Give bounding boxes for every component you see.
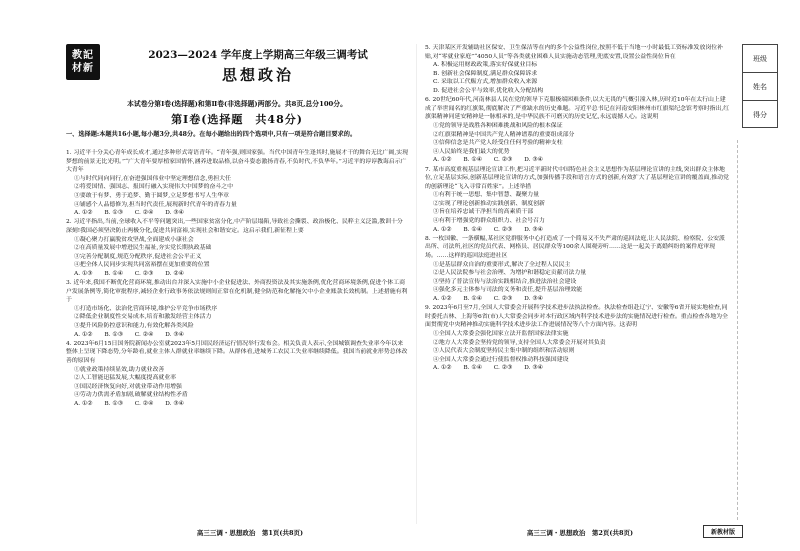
question-stem: 5. 天津某区开发辅助社区保安、卫生保洁等在内的多个公益性岗位,按照不低于当地一小时最低工资标准发放岗位补贴,对“零就业家庭”“4050人员”等各类就业困难人员实施动态管理,兜底安置,设置公益性岗位旨在	[425, 45, 724, 60]
question-option: ③坚持了普法宣传与法治实践相结合,推进法治社会建设	[433, 278, 577, 285]
question-option: ①就业政策持续显效,助力就业改善	[74, 366, 165, 373]
question-option: ③要敢于有梦、勇于追梦、勤于圆梦,立足梦想书写人生华章	[74, 192, 230, 199]
question-option: ③完善分配制度,规范分配秩序,促进社会公平正义	[74, 253, 202, 260]
logo-line-1: 教記	[72, 50, 94, 61]
question-option: ②地方人大常委会坚持党的领导,支持全国人大常委会开展对其负责	[433, 339, 606, 346]
question-stem: 6. 20世纪60年代,河南林县人民在党的领导下克服极端困难条件,以大无畏的气概引潼入林,历时近10年在太行山上建成了举世闻名的红旗渠,彻底解决了严重缺水的历史难题。习近平总书记在河南安阳林州市红旗渠纪念馆考察时指出,红旗渠精神同延安精神是一脉相承的,是中华民族不可磨灭的历史记忆,永远震撼人心。这说明	[425, 97, 730, 121]
question-option: ②在高质量发展中增进民生福祉,夯实党长期执政基础	[74, 245, 212, 252]
answer-choices: A. ①② B. ①④ C. ②③ D. ③④	[433, 365, 543, 372]
answer-choices: A. ①② B. ①④ C. ②③ D. ③④	[433, 296, 543, 302]
question-option: ④有利于增强党的群众组织力、社会号召力	[433, 218, 545, 225]
student-info-box	[742, 44, 778, 128]
question	[425, 166, 730, 235]
answer-choices: A. ①② B. ①④ C. ②③ D. ③④	[433, 157, 543, 164]
question-option: ①党的领导是战胜各种困难挑战和风险的根本保证	[433, 122, 563, 129]
question-option: ①打造市场化、法治化营商环境,维护公平竞争市场秩序	[74, 305, 218, 312]
footer-page-2: 高三三调・思想政治 第2页(共8页)	[526, 529, 634, 537]
question-option: ④强化多元主体参与司法的义务和责任,提升基层治理效能	[433, 287, 583, 294]
question-option: ③国民经济恢复向好,对就业带动作用增强	[74, 383, 182, 390]
answer-choices: A. ①② B. ①③ C. ②④ D. ③④	[74, 210, 184, 217]
question-option: ②红旗渠精神是中国共产党人精神谱系的重要组成部分	[433, 131, 575, 138]
question-option: ②实现了理论创新推动实践创新、制度创新	[433, 200, 545, 207]
question-stem: 1. 习近平十分关心青年成长成才,通过多种形式寄语青年。“青年强,则国家强。当代中国青年生逢其时,施展才干的舞台无比广阔,实现梦想的前景无比光明。”“广大青年要厚植家国情怀,涵养进取品格,以奋斗姿态激扬青春,不负时代,不负华年。”习近平的谆谆教诲启示广大青年	[66, 150, 408, 174]
logo-line-2: 材新	[72, 63, 94, 74]
section-title: 第Ⅰ卷(选择题 共48分)	[171, 113, 303, 126]
question-option: D. 促进社会公平与效率,优化收入分配结构	[433, 87, 544, 94]
question-stem: 7. 某市高度重视基层理论宣讲工作,把习近平新时代中国特色社会主义思想作为基层理论宣讲的主线,突出群众主体地位,立足基层实际,创新基层理论宣讲的方式,加强传播手段和语言方式的创新,有效扩大了基层理论宣讲的覆盖面,推动党的创新理论“飞入寻常百姓家”。上述举措	[425, 166, 729, 190]
exam-notice: 本试卷分第Ⅰ卷(选择题)和第Ⅱ卷(非选择题)两部分。共8页,总分100分。	[127, 100, 347, 108]
question-option: ①有利于统一思想、集中智慧、凝聚力量	[433, 192, 540, 199]
score-field-label: 得分	[753, 111, 767, 119]
question	[425, 44, 730, 96]
answer-choices: A. ①② B. ①③ C. ②④ D. ③④	[74, 401, 184, 407]
question-option: A. 积极运用财政政策,落实好保就业目标	[433, 62, 538, 69]
binding-line	[737, 140, 738, 520]
answer-choices: A. ①② B. ①④ C. ②③ D. ③④	[433, 226, 543, 233]
question-stem: 2. 习近平指出,当前,全球收入不平等问题突出,一些国家贫富分化,中产阶层塌陷,导致社会撕裂、政治极化、民粹主义泛滥,教训十分深刻!我国必须坚决防止两极分化,促进共同富裕,实现社会和谐安定。这启示我们,新征程上要	[66, 219, 403, 234]
question	[425, 304, 730, 373]
answer-choices: A. ①③ B. ①④ C. ②③ D. ②④	[74, 270, 184, 277]
question-option: ③旨在培养忠诚干净担当的高素质干部	[433, 209, 534, 216]
question-option: ③提升风险防控意识和能力,有效化解各类风险	[74, 323, 194, 330]
question-option: C. 采取以工代赈方式,增加群众收入来源	[433, 79, 538, 86]
question-option: ②降低企业制度性交易成本,培育和激发经营主体活力	[74, 314, 212, 321]
question	[425, 96, 730, 165]
question-option: ④铺感个人品德修为,担当时代责任,展现新时代青年的青春力量	[74, 201, 237, 208]
question-option: ①凝心聚力打赢脱贫攻坚战,全面建成小康社会	[74, 236, 194, 243]
question	[66, 279, 408, 339]
question-option: ②是人民法院参与社会治理、为增护和谐稳定贡献司法力量	[433, 270, 587, 277]
question	[66, 218, 408, 278]
question	[425, 235, 730, 304]
question-option: ③信仰信念是共产党人经受住任何考验的精神支柱	[433, 140, 563, 147]
question-stem: 4. 2023年6月15日国务院新闻办公室就2023年5月国民经济运行情况举行发布会。相关负责人表示,全国城镇调查失业率今年以来整体上呈现下降态势,分年龄看,就业主体人群就业率继续下降。从群体看,进城务工农民工失业率继续降低。我国当前就业形势总体改善的原因有	[66, 340, 408, 365]
question-option: ④把全体人民同步实现共同富裕摆在更加重要的位置	[74, 262, 210, 269]
class-field-label: 班级	[743, 45, 777, 73]
question-option: ①与时代同向同行,在奋进强国伟业中坚定理想信念,勇担大任	[74, 175, 231, 182]
edition-badge: 新教材版	[703, 525, 743, 538]
exam-title: 2023—2024 学年度上学期高三年级三调考试	[148, 49, 368, 61]
left-question-column	[66, 149, 408, 409]
question	[66, 149, 408, 218]
question-option: ①是基层群众自治的重要形式,解决了全过程人民民主	[433, 261, 571, 268]
section-instruction: 一、选择题:本题共16小题,每小题3分,共48分。在每小题给出的四个选项中,只有一项是符合题目要求的。	[66, 131, 357, 138]
question-option: ④人民始终是我们最大的优势	[433, 148, 510, 155]
subject-title: 思想政治	[221, 66, 294, 84]
question-option: ②将爱国情、强国志、报国行融入实现伟大中国梦的奋斗之中	[74, 184, 234, 191]
publisher-logo	[66, 44, 100, 80]
question-option: ①全国人大常委会强化国家立法开监督国家法律实施	[433, 330, 569, 337]
column-divider	[416, 44, 417, 524]
answer-choices: A. ①② B. ①③ C. ②④ D. ③④	[74, 331, 184, 338]
question-stem: 9. 2023年6月至7月,全国人大常委会开展科学技术进步法执法检查。执法检查组赴辽宁、安徽等6省开展实地检查,同时委托吉林、上海等6省(市)人大常委会同步对本行政区域内科学技术进步法的实施情况进行检查。重点检查各地为全面贯彻党中央精神推动实施科学技术进步法工作进展情况等八个方面内容。这表明	[425, 305, 728, 329]
right-question-column	[425, 44, 730, 374]
question-option: B. 创新社会保障制度,满足群众保障诉求	[433, 70, 538, 77]
question-option: ②人工智能迅猛发展,大幅度提高就业率	[74, 375, 177, 382]
question-option: ④全国人大常委会通过行使监督权推动科技强国建设	[433, 356, 569, 363]
question-option: ③人民代表大会制度坚持民主集中制的组织和活动原则	[433, 348, 575, 355]
footer-page-1: 高三三调・思想政治 第1页(共8页)	[196, 529, 304, 537]
question-option: ④劳动力供需矛盾加剧,破解就业结构性矛盾	[74, 392, 188, 399]
question-stem: 3. 近年来,我国不断优化营商环境,推动出台并深入实施中小企业促进法、外商投资法及其实施条例,优化营商环境条例,促进个体工商户发展条例等,简化审批程序,减轻企业行政事务依法规则间正常在化机制,健全防范和化解拖欠中小企业账款长效机制。上述措施有利于	[66, 280, 408, 304]
question-stem: 8. 一枚国徽、一条横幅,某社区党群服务中心打造成了一个简易又不失严肃的巡回法庭,让人民法院、检察院、公安派出所、司法所,社区的党员代表、网格员、居民群众等100余人围观旁听……这是一起关于离婚纠纷的案件庭审现场。……这样的巡回法庭进社区	[425, 235, 725, 260]
name-field-label: 姓名	[743, 73, 777, 101]
question	[66, 340, 408, 409]
